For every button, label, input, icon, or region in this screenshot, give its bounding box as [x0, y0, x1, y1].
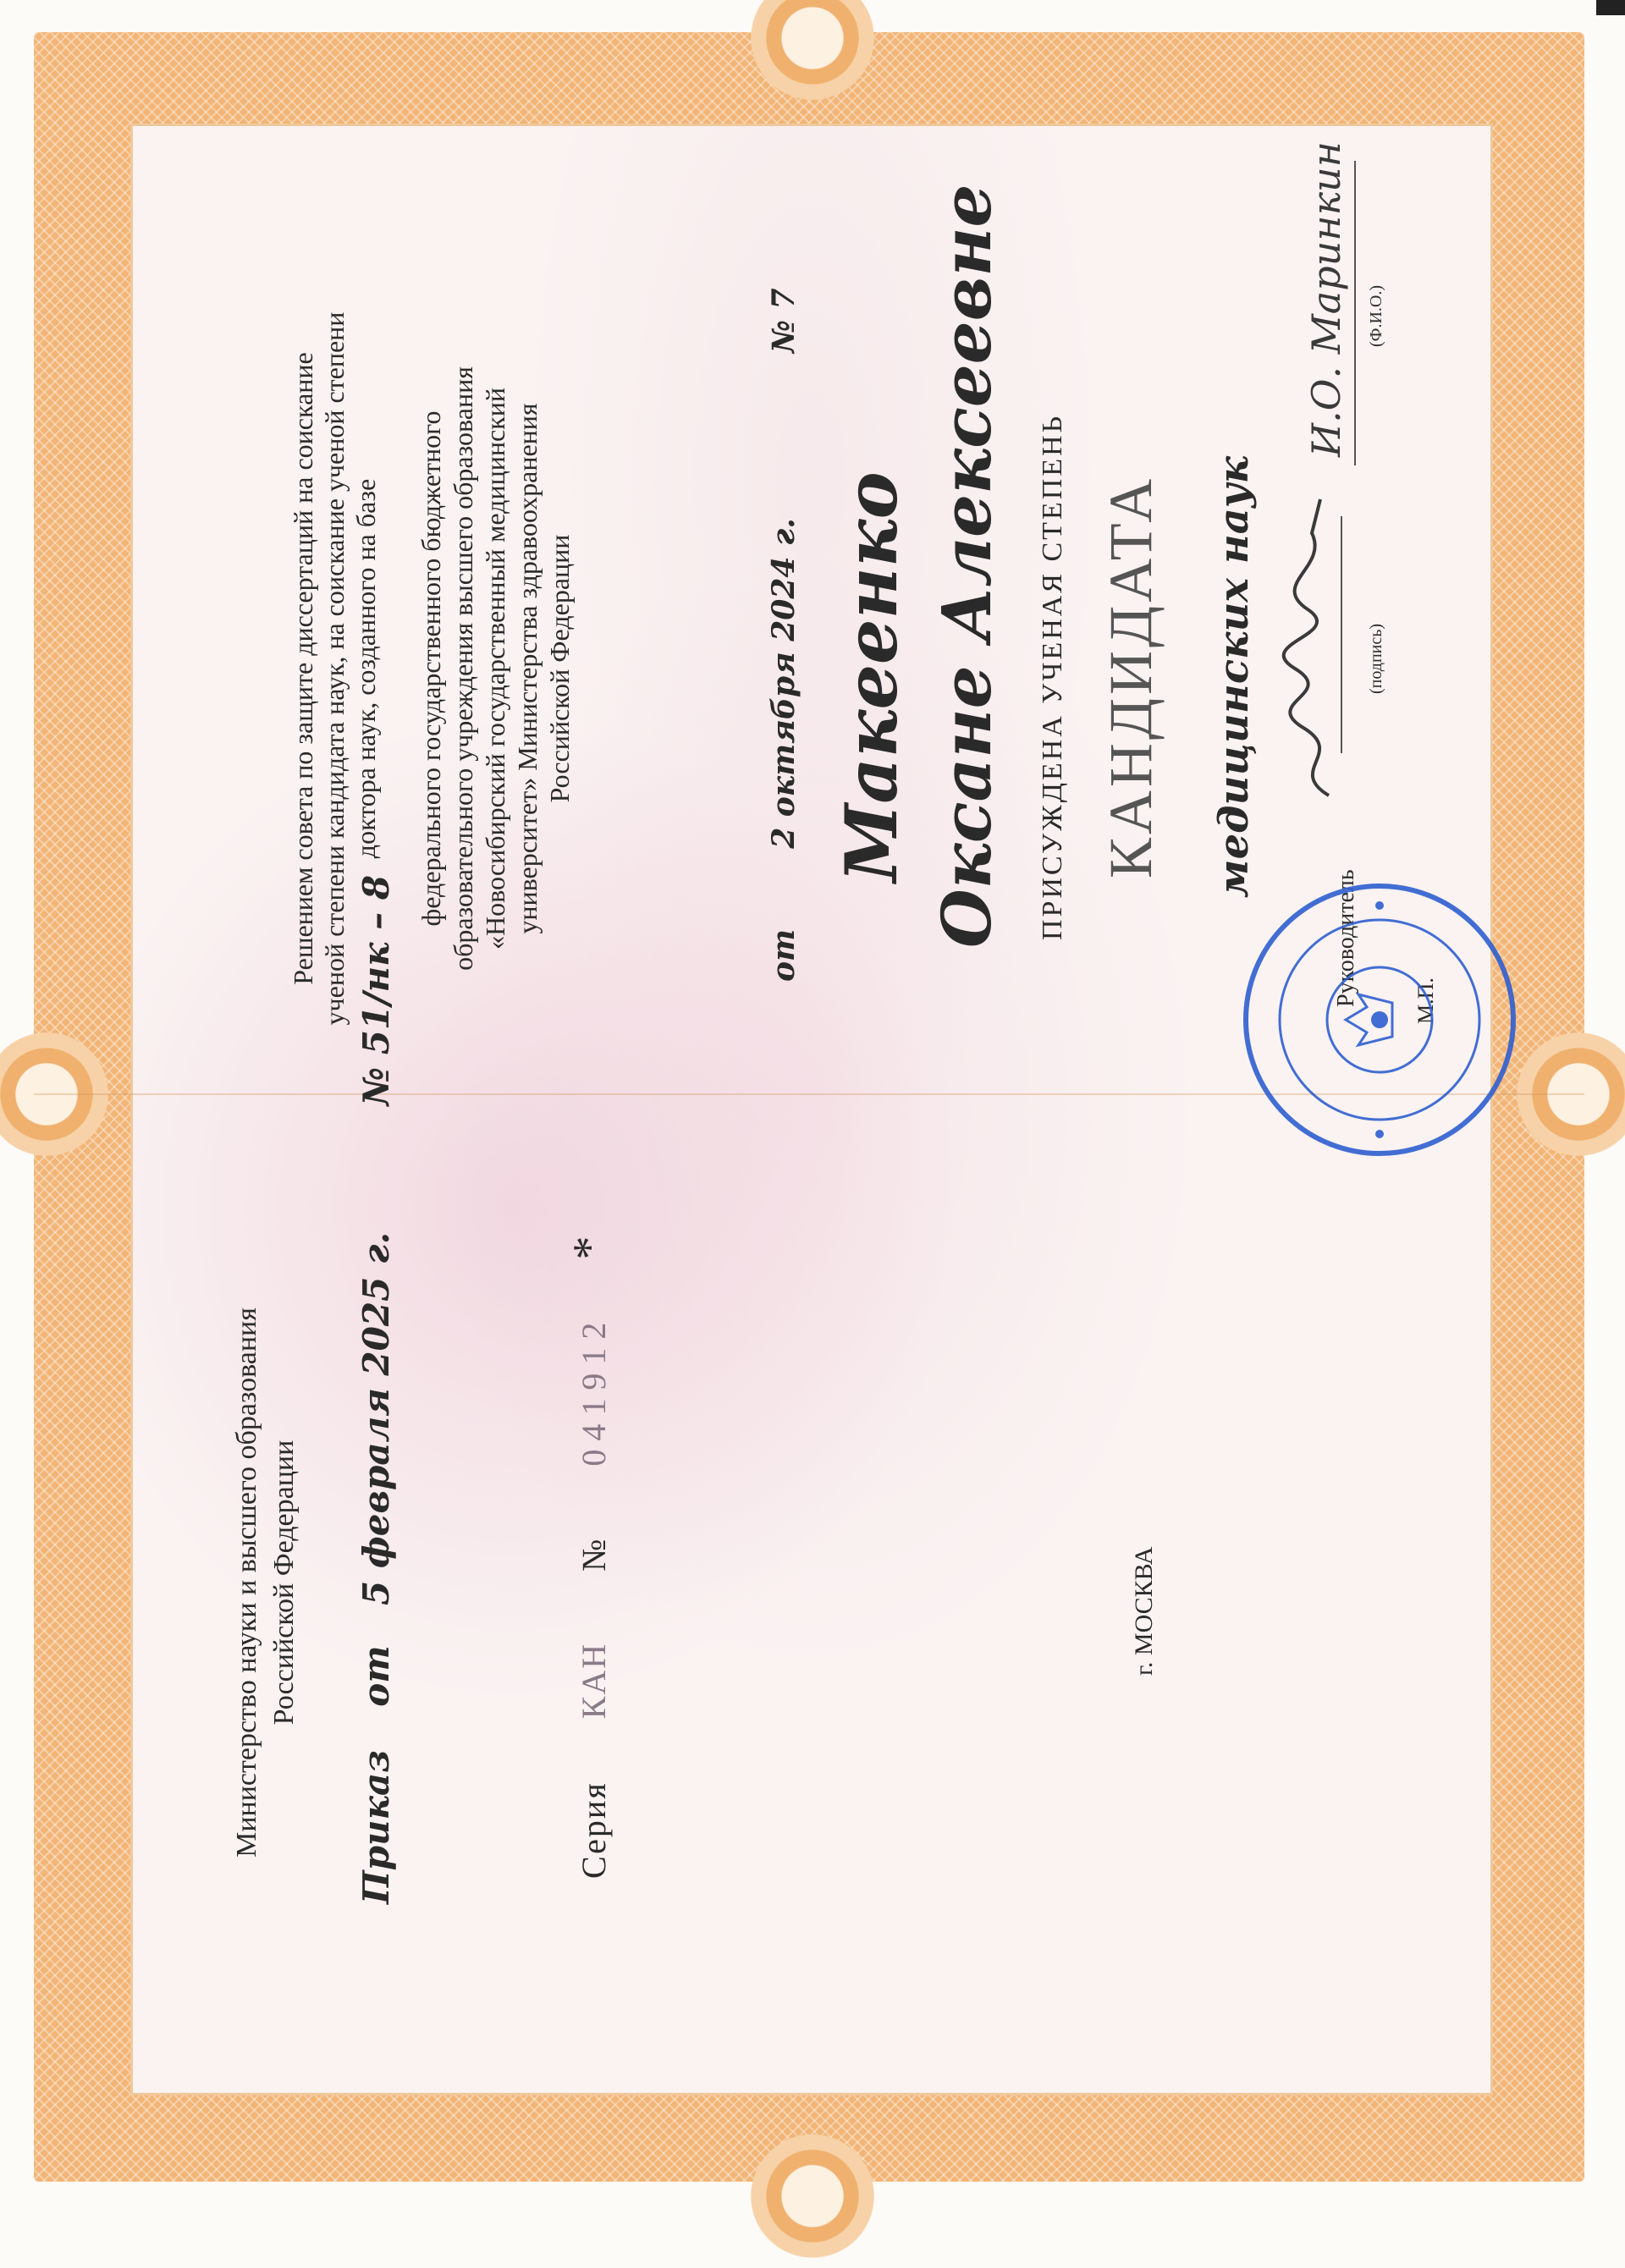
- fio-caption: (Ф.И.О.): [1367, 284, 1385, 347]
- city: г. МОСКВА: [1130, 1546, 1158, 1676]
- series-value: КАН: [575, 1642, 613, 1720]
- rotated-content: [85, 85, 1540, 2150]
- institution-line-2: образовательного учреждения высшего образования: [448, 366, 478, 971]
- council-line-3: доктора наук, созданного на базе: [350, 478, 381, 859]
- decision-line: [766, 288, 801, 982]
- ministry-title: [229, 1202, 303, 1963]
- given-names: Оксане Алексеевне: [927, 184, 1006, 948]
- signature-caption: (подпись): [1367, 623, 1385, 694]
- ministry-line-2: Российской Федерации: [268, 1440, 300, 1726]
- council-text: [288, 245, 382, 1092]
- order-prefix: Приказ: [355, 1749, 397, 1904]
- institution-text: [415, 245, 576, 1092]
- council-line-1: Решением совета по защите диссертаций на соискание: [288, 352, 318, 985]
- decision-number: № 7: [766, 288, 801, 354]
- institution-line-1: федерального государственного бюджетного: [416, 410, 446, 927]
- scan-mark: [1596, 0, 1625, 15]
- degree-field: медицинских наук: [1210, 455, 1258, 899]
- council-line-2: ученой степени кандидата наук, на соискание ученой степени: [319, 311, 350, 1026]
- number-value: 041912: [575, 1313, 613, 1467]
- order-date: 5 февраля 2025 г.: [355, 1231, 397, 1605]
- institution-line-5: Российской Федерации: [544, 534, 575, 803]
- institution-line-3: «Новосибирский государственный медицинский: [480, 388, 510, 950]
- series-label: Серия: [575, 1781, 613, 1879]
- order-from: от: [355, 1645, 397, 1707]
- degree-title: КАНДИДАТА: [1097, 475, 1165, 879]
- decision-from: от: [766, 928, 801, 982]
- signature: [1270, 482, 1363, 804]
- surname: Макеенко: [829, 471, 913, 883]
- institution-line-4: университет» Министерства здравоохранения: [512, 403, 543, 934]
- awarded-label: ПРИСУЖДЕНА УЧЕНАЯ СТЕПЕНЬ: [1037, 413, 1068, 941]
- fio-handwritten: И.О. Маринкин: [1303, 141, 1349, 457]
- asterisk: *: [564, 1234, 616, 1260]
- order-number: № 51/нк – 8: [355, 875, 397, 1106]
- mp-label: М.П.: [1413, 977, 1438, 1024]
- number-symbol: №: [575, 1537, 613, 1572]
- head-label: Руководитель: [1333, 869, 1359, 1007]
- fio-line: [1354, 161, 1356, 465]
- round-seal: [1240, 880, 1519, 1159]
- decision-date: 2 октября 2024 г.: [766, 518, 801, 849]
- series-line: [563, 1235, 617, 1879]
- ministry-line-1: Министерство науки и высшего образования: [231, 1307, 262, 1858]
